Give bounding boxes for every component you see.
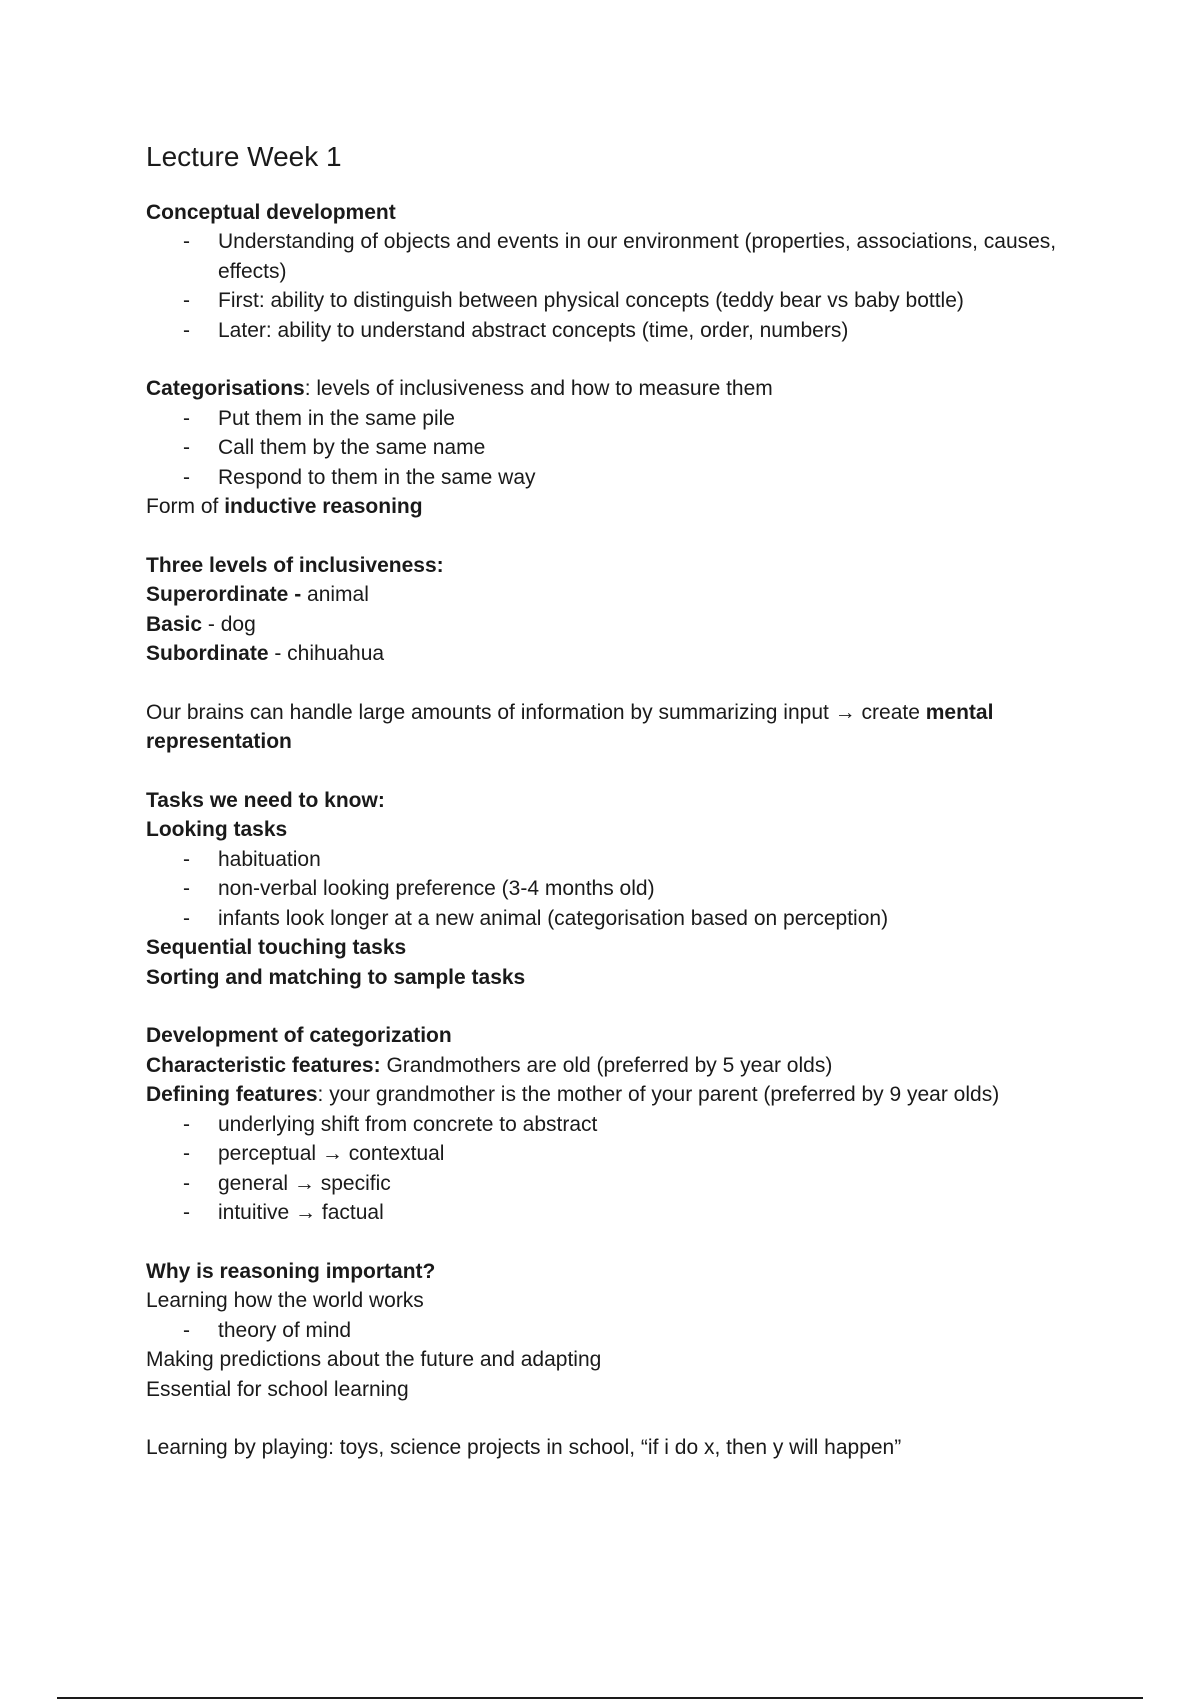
defining-features-line: Defining features: your grandmother is the mother of your parent (preferred by 9 year olds) bbox=[146, 1083, 1000, 1107]
list-item: - non-verbal looking preference (3-4 months old) bbox=[218, 874, 1086, 904]
list-item: - intuitive → factual bbox=[218, 1198, 1086, 1228]
subordinate-line: Subordinate - chihuahua bbox=[146, 642, 385, 666]
basic-line: Basic - dog bbox=[146, 612, 256, 636]
reasoning-school-line: Essential for school learning bbox=[146, 1377, 409, 1401]
development-list bbox=[146, 1110, 1086, 1228]
reasoning-learning-line: Learning how the world works bbox=[146, 1289, 424, 1313]
page-bottom-divider bbox=[57, 1697, 1143, 1699]
conceptual-list bbox=[146, 227, 1086, 345]
sequential-touching-heading: Sequential touching tasks bbox=[146, 936, 407, 960]
categorisations-list bbox=[146, 404, 1086, 493]
inductive-reasoning-line: Form of inductive reasoning bbox=[146, 495, 423, 519]
list-item: - Later: ability to understand abstract concepts (time, order, numbers) bbox=[218, 316, 1086, 346]
superordinate-line: Superordinate - animal bbox=[146, 583, 369, 607]
page-title: Lecture Week 1 bbox=[146, 141, 342, 172]
list-item: - Respond to them in the same way bbox=[218, 463, 1086, 493]
list-item: - Call them by the same name bbox=[218, 433, 1086, 463]
looking-tasks-heading: Looking tasks bbox=[146, 818, 288, 842]
characteristic-features-line: Characteristic features: Grandmothers are old (preferred by 5 year olds) bbox=[146, 1053, 833, 1077]
list-item: - infants look longer at a new animal (categorisation based on perception) bbox=[218, 904, 1086, 934]
reasoning-list bbox=[146, 1316, 1086, 1346]
list-item: - general → specific bbox=[218, 1169, 1086, 1199]
mental-representation-paragraph: Our brains can handle large amounts of information by summarizing input → create mental representation bbox=[146, 700, 994, 754]
list-item: - habituation bbox=[218, 845, 1086, 875]
section-heading-levels: Three levels of inclusiveness: bbox=[146, 553, 444, 577]
sorting-matching-heading: Sorting and matching to sample tasks bbox=[146, 965, 526, 989]
learning-by-playing-line: Learning by playing: toys, science projects in school, “if i do x, then y will happen” bbox=[146, 1436, 902, 1460]
section-heading-development: Development of categorization bbox=[146, 1024, 452, 1048]
list-item: - perceptual → contextual bbox=[218, 1139, 1086, 1169]
list-item: - Put them in the same pile bbox=[218, 404, 1086, 434]
section-heading-categorisations: Categorisations: levels of inclusiveness and how to measure them bbox=[146, 377, 773, 401]
looking-tasks-list bbox=[146, 845, 1086, 934]
list-item: - First: ability to distinguish between physical concepts (teddy bear vs baby bottle) bbox=[218, 286, 1086, 316]
list-item: - Understanding of objects and events in our environment (properties, associations, causes, effects) bbox=[218, 227, 1086, 286]
section-heading-conceptual: Conceptual development bbox=[146, 200, 396, 224]
list-item: - underlying shift from concrete to abstract bbox=[218, 1110, 1086, 1140]
section-heading-tasks: Tasks we need to know: bbox=[146, 788, 385, 812]
reasoning-predictions-line: Making predictions about the future and adapting bbox=[146, 1348, 602, 1372]
section-heading-reasoning: Why is reasoning important? bbox=[146, 1259, 436, 1283]
list-item: - theory of mind bbox=[218, 1316, 1086, 1346]
document-page bbox=[146, 140, 1086, 1463]
